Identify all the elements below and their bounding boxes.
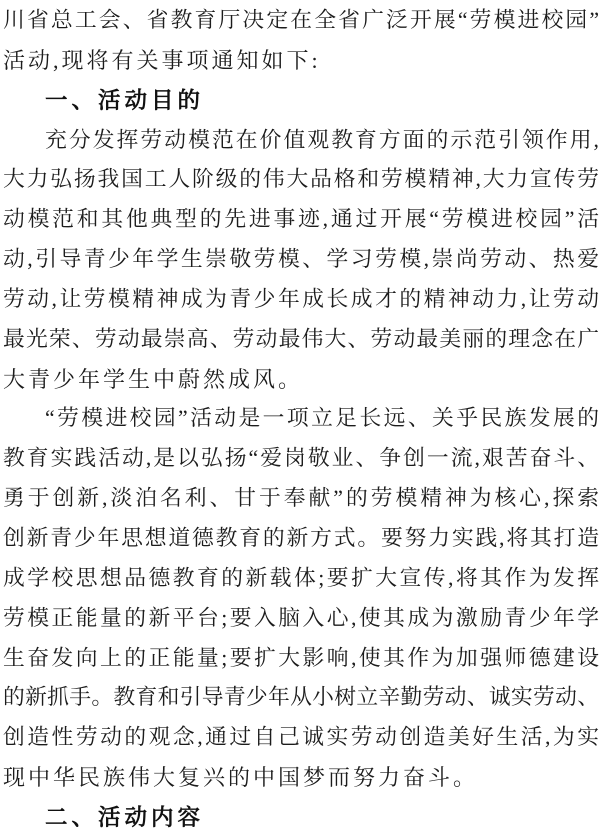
section-heading: 一、活动目的 <box>45 87 205 113</box>
text-line: 动,引导青少年学生崇敬劳模、学习劳模,崇尚劳动、热爱 <box>3 247 599 272</box>
text-line: 最光荣、劳动最崇高、劳动最伟大、劳动最美丽的理念在广 <box>3 326 599 351</box>
text-line: 活动,现将有关事项通知如下: <box>3 47 321 73</box>
text-line: 教育实践活动,是以弘扬“爱岗敬业、争创一流,艰苦奋斗、 <box>3 446 599 471</box>
text-line: 动模范和其他典型的先进事迹,通过开展“劳模进校园”活 <box>3 207 599 232</box>
text-line: “劳模进校园”活动是一项立足长远、关乎民族发展的 <box>45 406 599 431</box>
text-line: 成学校思想品德教育的新载体;要扩大宣传,将其作为发挥 <box>3 565 599 590</box>
text-line: 充分发挥劳动模范在价值观教育方面的示范引领作用, <box>45 127 599 152</box>
text-line: 的新抓手。教育和引导青少年从小树立辛勤劳动、诚实劳动、 <box>3 685 599 710</box>
text-line: 大青少年学生中蔚然成风。 <box>3 366 304 392</box>
text-line: 劳动,让劳模精神成为青少年成长成才的精神动力,让劳动 <box>3 286 599 311</box>
text-line: 创造性劳动的观念,通过自己诚实劳动创造美好生活,为实 <box>3 725 599 750</box>
text-line: 生奋发向上的正能量;要扩大影响,使其作为加强师德建设 <box>3 645 599 670</box>
text-line: 大力弘扬我国工人阶级的伟大品格和劳模精神,大力宣传劳 <box>3 167 599 192</box>
text-line: 劳模正能量的新平台;要入脑入心,使其成为激励青少年学 <box>3 605 599 630</box>
text-line: 创新青少年思想道德教育的新方式。要努力实践,将其打造 <box>3 525 599 550</box>
text-line: 勇于创新,淡泊名利、甘于奉献”的劳模精神为核心,探索 <box>3 486 599 511</box>
section-heading: 二、活动内容 <box>45 804 205 830</box>
text-line: 现中华民族伟大复兴的中国梦而努力奋斗。 <box>3 765 479 791</box>
text-line: 川省总工会、省教育厅决定在全省广泛开展“劳模进校园” <box>3 8 599 32</box>
